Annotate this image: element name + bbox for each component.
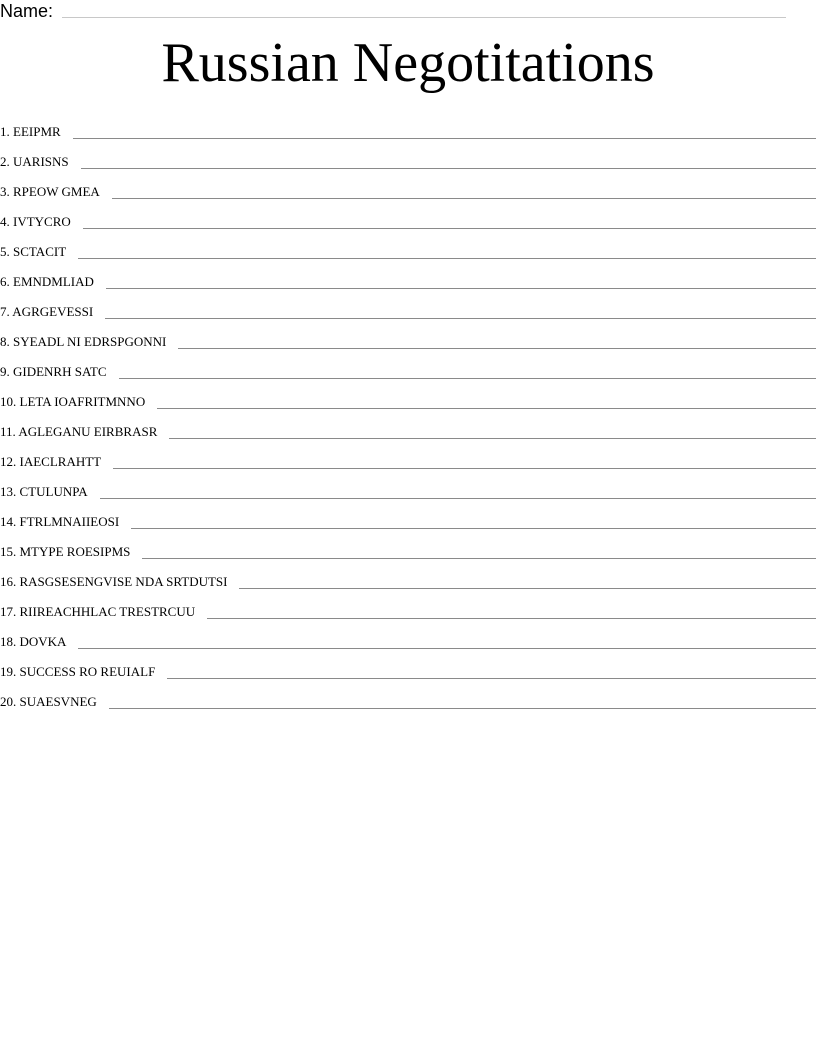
list-item <box>0 561 816 591</box>
list-item <box>0 141 816 171</box>
answer-line[interactable] <box>109 708 816 709</box>
item-text: 15. MTYPE ROESIPMS <box>0 544 131 559</box>
list-item <box>0 351 816 381</box>
list-item <box>0 591 816 621</box>
name-label: Name: <box>0 1 54 21</box>
list-item <box>0 321 816 351</box>
item-text: 16. RASGSESENGVISE NDA SRTDUTSI <box>0 574 228 589</box>
item-text: 3. RPEOW GMEA <box>0 184 100 199</box>
answer-line[interactable] <box>178 348 816 349</box>
page-title: Russian Negotitations <box>161 32 655 94</box>
item-text: 10. LETA IOAFRITMNNO <box>0 394 146 409</box>
name-answer-line[interactable] <box>62 17 786 18</box>
list-item <box>0 201 816 231</box>
answer-line[interactable] <box>239 588 816 589</box>
item-text: 1. EEIPMR <box>0 124 61 139</box>
item-text: 18. DOVKA <box>0 634 67 649</box>
list-item <box>0 501 816 531</box>
answer-line[interactable] <box>81 168 816 169</box>
list-item <box>0 681 816 711</box>
answer-line[interactable] <box>119 378 816 379</box>
answer-line[interactable] <box>83 228 816 229</box>
list-item <box>0 621 816 651</box>
list-item <box>0 471 816 501</box>
item-text: 17. RIIREACHHLAC TRESTRCUU <box>0 604 196 619</box>
answer-line[interactable] <box>106 288 816 289</box>
list-item <box>0 171 816 201</box>
item-text: 9. GIDENRH SATC <box>0 364 107 379</box>
answer-line[interactable] <box>78 648 816 649</box>
item-text: 2. UARISNS <box>0 154 69 169</box>
answer-line[interactable] <box>73 138 816 139</box>
item-text: 6. EMNDMLIAD <box>0 274 94 289</box>
item-text: 20. SUAESVNEG <box>0 694 97 709</box>
list-item <box>0 231 816 261</box>
item-text: 4. IVTYCRO <box>0 214 71 229</box>
answer-line[interactable] <box>207 618 816 619</box>
answer-line[interactable] <box>167 678 816 679</box>
list-item <box>0 531 816 561</box>
item-text: 11. AGLEGANU EIRBRASR <box>0 424 158 439</box>
list-item <box>0 261 816 291</box>
list-item <box>0 381 816 411</box>
item-text: 8. SYEADL NI EDRSPGONNI <box>0 334 167 349</box>
list-item <box>0 651 816 681</box>
answer-line[interactable] <box>169 438 816 439</box>
answer-line[interactable] <box>112 198 816 199</box>
item-text: 7. AGRGEVESSI <box>0 304 94 319</box>
item-text: 12. IAECLRAHTT <box>0 454 102 469</box>
answer-line[interactable] <box>157 408 816 409</box>
item-text: 13. CTULUNPA <box>0 484 88 499</box>
list-item <box>0 441 816 471</box>
answer-line[interactable] <box>78 258 816 259</box>
word-scramble-list <box>0 111 816 711</box>
answer-line[interactable] <box>131 528 816 529</box>
list-item <box>0 411 816 441</box>
item-text: 14. FTRLMNAIIEOSI <box>0 514 120 529</box>
name-row <box>0 0 816 22</box>
answer-line[interactable] <box>100 498 816 499</box>
list-item <box>0 111 816 141</box>
answer-line[interactable] <box>142 558 816 559</box>
item-text: 19. SUCCESS RO REUIALF <box>0 664 156 679</box>
list-item <box>0 291 816 321</box>
answer-line[interactable] <box>113 468 816 469</box>
answer-line[interactable] <box>105 318 816 319</box>
item-text: 5. SCTACIT <box>0 244 67 259</box>
